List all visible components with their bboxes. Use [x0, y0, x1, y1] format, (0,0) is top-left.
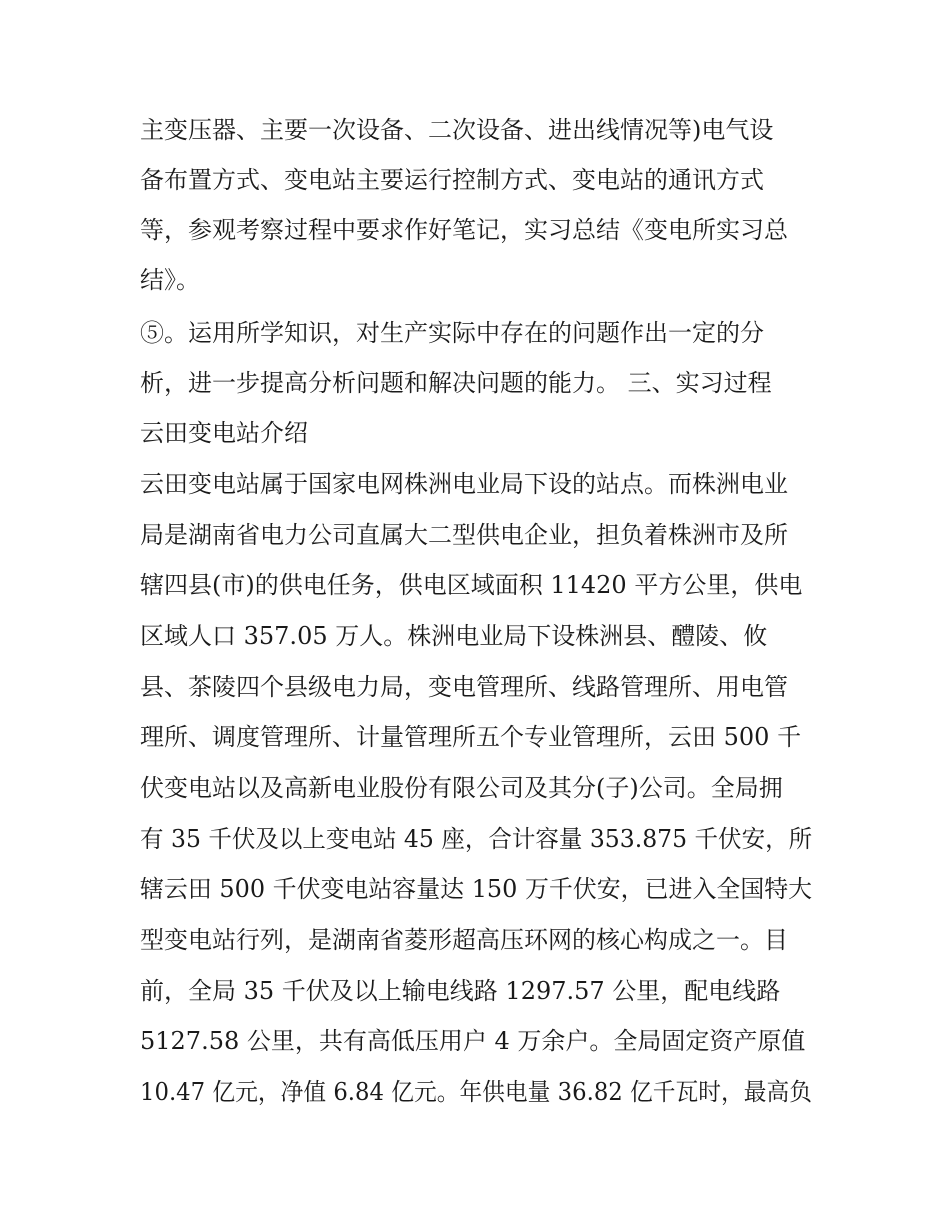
text-line: 区域人口 357.05 万人。株洲电业局下设株洲县、醴陵、攸 — [140, 622, 768, 650]
text-line: 5127.58 公里，共有高低压用户 4 万余户。全局固定资产原值 — [140, 1027, 806, 1055]
text-line: 前，全局 35 千伏及以上输电线路 1297.57 公里，配电线路 — [140, 977, 781, 1005]
text-line: ⑤。运用所学知识，对生产实际中存在的问题作出一定的分 — [140, 319, 764, 347]
text-line: 析，进一步提高分析问题和解决问题的能力。 三、实习过程 — [140, 369, 772, 397]
text-line: 辖云田 500 千伏变电站容量达 150 万千伏安，已进入全国特大 — [140, 875, 813, 903]
text-line: 辖四县(市)的供电任务，供电区域面积 11420 平方公里，供电 — [140, 571, 803, 599]
text-line: 型变电站行列，是湖南省菱形超高压环网的核心构成之一。目 — [140, 926, 788, 954]
text-line: 等，参观考察过程中要求作好笔记，实习总结《变电所实习总 — [140, 216, 788, 244]
text-line: 伏变电站以及高新电业股份有限公司及其分(子)公司。全局拥 — [140, 774, 783, 802]
text-line: 结》。 — [140, 266, 200, 294]
text-line: 云田变电站属于国家电网株洲电业局下设的站点。而株洲电业 — [140, 470, 788, 498]
text-line: 10.47 亿元，净值 6.84 亿元。年供电量 36.82 亿千瓦时，最高负 — [140, 1078, 812, 1106]
text-line: 有 35 千伏及以上变电站 45 座，合计容量 353.875 千伏安，所 — [140, 825, 813, 853]
section-heading: 云田变电站介绍 — [140, 419, 308, 447]
text-line: 主变压器、主要一次设备、二次设备、进出线情况等)电气设 — [140, 116, 774, 144]
text-line: 县、茶陵四个县级电力局，变电管理所、线路管理所、用电管 — [140, 673, 788, 701]
text-line: 理所、调度管理所、计量管理所五个专业管理所，云田 500 千 — [140, 723, 802, 751]
text-line: 局是湖南省电力公司直属大二型供电企业，担负着株洲市及所 — [140, 521, 788, 549]
text-line: 备布置方式、变电站主要运行控制方式、变电站的通讯方式 — [140, 166, 764, 194]
